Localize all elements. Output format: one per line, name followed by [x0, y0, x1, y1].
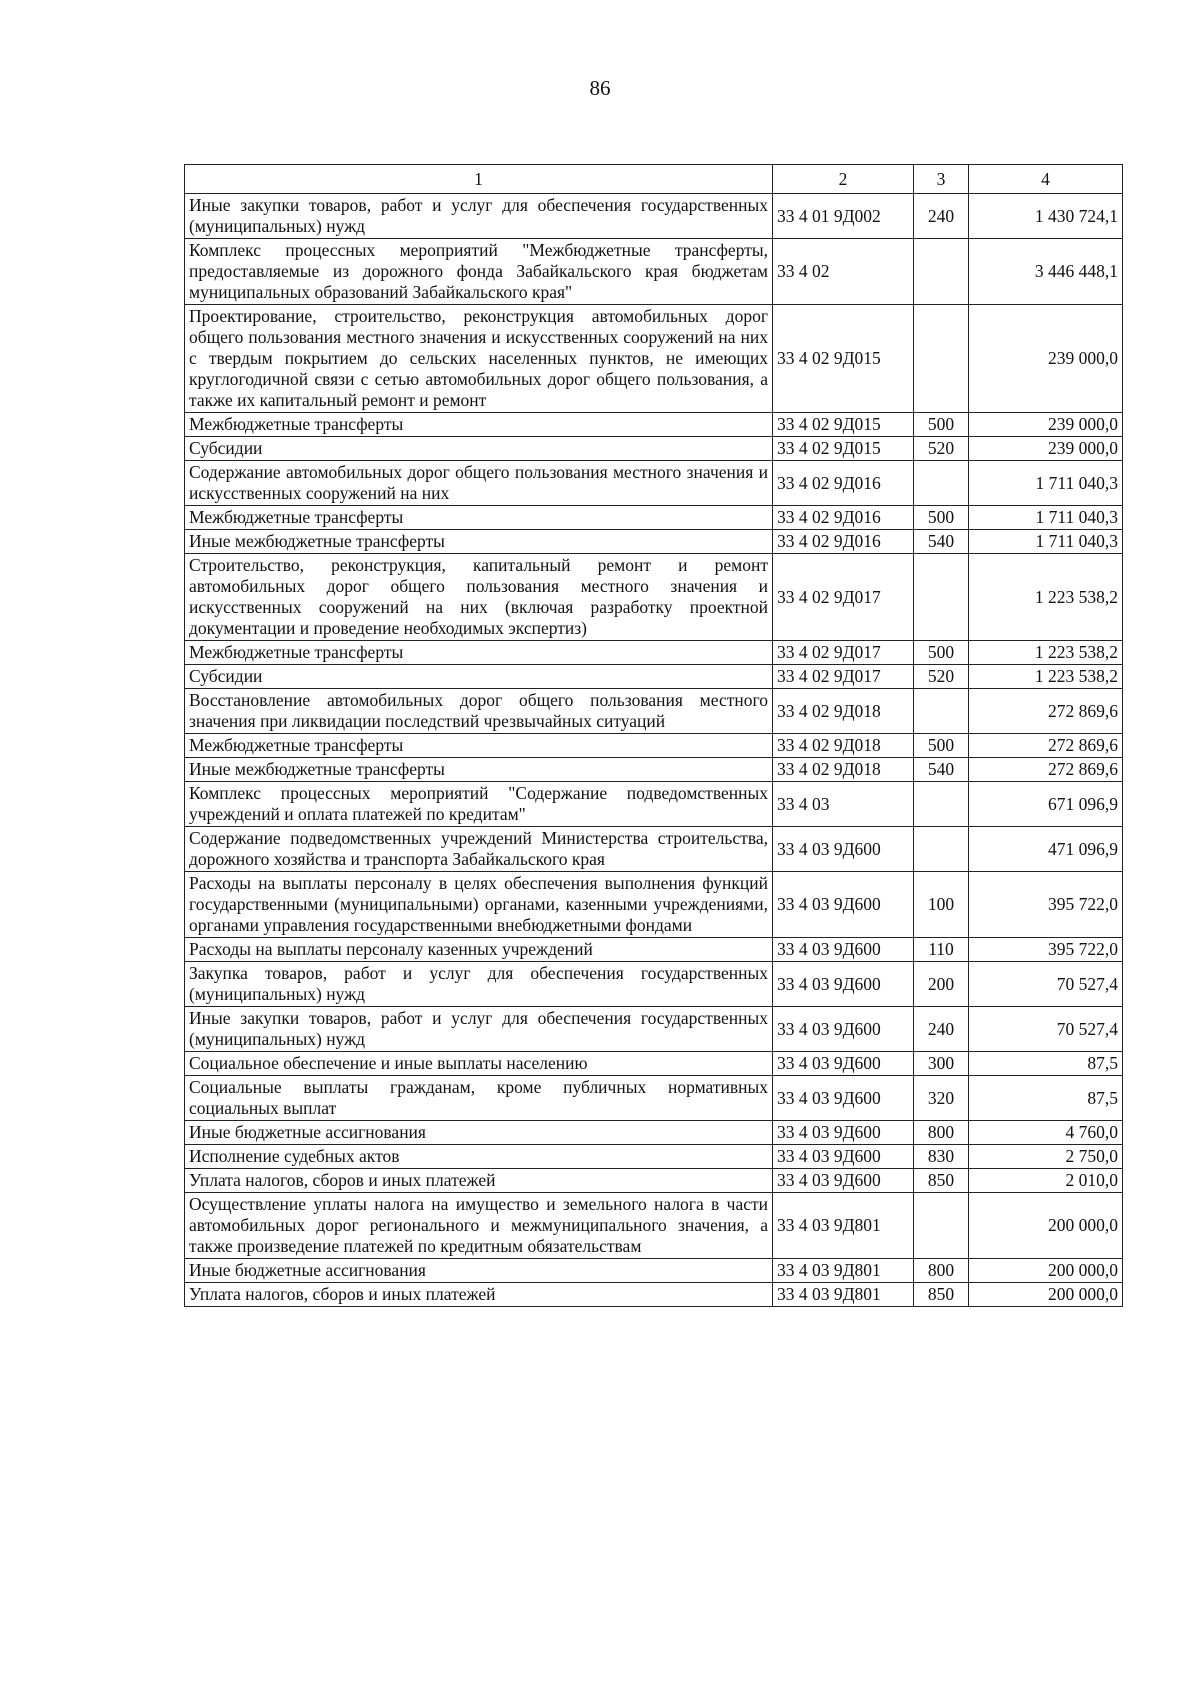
row-name-cell: Содержание подведомственных учреждений Министерства строительства, дорожного хозяйства и транспорта Забайкальского края [185, 827, 773, 872]
row-sum-cell: 87,5 [969, 1076, 1123, 1121]
row-kvr-cell: 540 [914, 530, 969, 554]
row-code-cell: 33 4 03 [773, 782, 914, 827]
row-name-cell: Расходы на выплаты персоналу казенных учреждений [185, 938, 773, 962]
row-sum-cell: 200 000,0 [969, 1193, 1123, 1259]
row-code-cell: 33 4 02 9Д015 [773, 413, 914, 437]
row-sum-cell: 70 527,4 [969, 1007, 1123, 1052]
table-row [185, 1007, 1123, 1052]
row-name-cell: Расходы на выплаты персоналу в целях обеспечения выполнения функций государственными (муниципальными) органами, казенными учреждениями, органами управления государственными внебюджетными фондами [185, 872, 773, 938]
table-row [185, 689, 1123, 734]
row-sum-cell: 272 869,6 [969, 758, 1123, 782]
row-sum-cell: 1 223 538,2 [969, 554, 1123, 641]
row-sum-cell: 3 446 448,1 [969, 239, 1123, 305]
row-code-cell: 33 4 02 9Д016 [773, 506, 914, 530]
row-code-cell: 33 4 03 9Д600 [773, 1145, 914, 1169]
row-code-cell: 33 4 03 9Д600 [773, 827, 914, 872]
table-row [185, 1193, 1123, 1259]
row-name-cell: Содержание автомобильных дорог общего пользования местного значения и искусственных сооружений на них [185, 461, 773, 506]
row-kvr-cell: 540 [914, 758, 969, 782]
row-name-cell: Иные межбюджетные трансферты [185, 758, 773, 782]
table-row [185, 827, 1123, 872]
row-kvr-cell: 240 [914, 194, 969, 239]
row-kvr-cell: 500 [914, 734, 969, 758]
row-kvr-cell: 320 [914, 1076, 969, 1121]
row-sum-cell: 272 869,6 [969, 734, 1123, 758]
table-row [185, 665, 1123, 689]
row-kvr-cell: 830 [914, 1145, 969, 1169]
row-kvr-cell [914, 689, 969, 734]
row-name-cell: Межбюджетные трансферты [185, 734, 773, 758]
column-header-kvr: 3 [914, 165, 969, 194]
row-kvr-cell [914, 305, 969, 413]
row-code-cell: 33 4 03 9Д600 [773, 1052, 914, 1076]
row-sum-cell: 2 750,0 [969, 1145, 1123, 1169]
row-code-cell: 33 4 03 9Д600 [773, 962, 914, 1007]
row-sum-cell: 1 711 040,3 [969, 506, 1123, 530]
budget-table [184, 164, 1123, 1307]
row-name-cell: Осуществление уплаты налога на имущество и земельного налога в части автомобильных дорог регионального и межмуниципального значения, а также произведение платежей по кредитным обязательствам [185, 1193, 773, 1259]
table-row [185, 1169, 1123, 1193]
table-row [185, 305, 1123, 413]
row-kvr-cell: 850 [914, 1169, 969, 1193]
row-sum-cell: 1 223 538,2 [969, 641, 1123, 665]
row-name-cell: Межбюджетные трансферты [185, 413, 773, 437]
row-name-cell: Закупка товаров, работ и услуг для обеспечения государственных (муниципальных) нужд [185, 962, 773, 1007]
row-code-cell: 33 4 03 9Д600 [773, 872, 914, 938]
row-sum-cell: 4 760,0 [969, 1121, 1123, 1145]
row-kvr-cell: 850 [914, 1283, 969, 1307]
table-row [185, 962, 1123, 1007]
table-row [185, 413, 1123, 437]
row-code-cell: 33 4 02 9Д016 [773, 461, 914, 506]
table-row [185, 554, 1123, 641]
table-row [185, 437, 1123, 461]
table-row [185, 1145, 1123, 1169]
table-row [185, 1052, 1123, 1076]
row-kvr-cell [914, 827, 969, 872]
table-row [185, 1259, 1123, 1283]
row-kvr-cell [914, 554, 969, 641]
row-code-cell: 33 4 03 9Д600 [773, 1007, 914, 1052]
table-header-row [185, 165, 1123, 194]
row-code-cell: 33 4 01 9Д002 [773, 194, 914, 239]
row-name-cell: Социальное обеспечение и иные выплаты населению [185, 1052, 773, 1076]
row-name-cell: Комплекс процессных мероприятий "Межбюджетные трансферты, предоставляемые из дорожного фонда Забайкальского края бюджетам муниципальных образований Забайкальского края" [185, 239, 773, 305]
row-name-cell: Межбюджетные трансферты [185, 641, 773, 665]
row-code-cell: 33 4 03 9Д600 [773, 1076, 914, 1121]
row-name-cell: Иные закупки товаров, работ и услуг для обеспечения государственных (муниципальных) нужд [185, 1007, 773, 1052]
row-sum-cell: 395 722,0 [969, 872, 1123, 938]
row-name-cell: Восстановление автомобильных дорог общего пользования местного значения при ликвидации последствий чрезвычайных ситуаций [185, 689, 773, 734]
row-code-cell: 33 4 03 9Д600 [773, 938, 914, 962]
row-code-cell: 33 4 03 9Д801 [773, 1283, 914, 1307]
row-code-cell: 33 4 02 9Д017 [773, 665, 914, 689]
row-code-cell: 33 4 02 9Д018 [773, 758, 914, 782]
row-name-cell: Межбюджетные трансферты [185, 506, 773, 530]
row-kvr-cell: 110 [914, 938, 969, 962]
table-row [185, 938, 1123, 962]
row-name-cell: Исполнение судебных актов [185, 1145, 773, 1169]
table-row [185, 1076, 1123, 1121]
row-sum-cell: 87,5 [969, 1052, 1123, 1076]
column-header-name: 1 [185, 165, 773, 194]
row-name-cell: Социальные выплаты гражданам, кроме публичных нормативных социальных выплат [185, 1076, 773, 1121]
row-sum-cell: 200 000,0 [969, 1283, 1123, 1307]
row-kvr-cell: 520 [914, 665, 969, 689]
row-code-cell: 33 4 03 9Д600 [773, 1169, 914, 1193]
row-name-cell: Иные бюджетные ассигнования [185, 1259, 773, 1283]
row-code-cell: 33 4 02 9Д015 [773, 437, 914, 461]
row-kvr-cell: 300 [914, 1052, 969, 1076]
row-kvr-cell: 520 [914, 437, 969, 461]
row-name-cell: Уплата налогов, сборов и иных платежей [185, 1283, 773, 1307]
table-row [185, 1283, 1123, 1307]
row-sum-cell: 239 000,0 [969, 437, 1123, 461]
row-sum-cell: 272 869,6 [969, 689, 1123, 734]
row-code-cell: 33 4 03 9Д801 [773, 1193, 914, 1259]
table-row [185, 734, 1123, 758]
row-sum-cell: 2 010,0 [969, 1169, 1123, 1193]
row-sum-cell: 1 711 040,3 [969, 461, 1123, 506]
budget-table-body [185, 165, 1123, 1307]
row-sum-cell: 471 096,9 [969, 827, 1123, 872]
row-kvr-cell [914, 461, 969, 506]
row-name-cell: Субсидии [185, 665, 773, 689]
row-code-cell: 33 4 03 9Д600 [773, 1121, 914, 1145]
table-row [185, 506, 1123, 530]
row-sum-cell: 239 000,0 [969, 305, 1123, 413]
row-kvr-cell: 100 [914, 872, 969, 938]
table-row [185, 641, 1123, 665]
row-name-cell: Строительство, реконструкция, капитальный ремонт и ремонт автомобильных дорог общего пользования местного значения и искусственных сооружений на них (включая разработку проектной документации и проведение необходимых экспертиз) [185, 554, 773, 641]
table-row [185, 872, 1123, 938]
row-kvr-cell: 200 [914, 962, 969, 1007]
row-name-cell: Иные закупки товаров, работ и услуг для обеспечения государственных (муниципальных) нужд [185, 194, 773, 239]
table-row [185, 530, 1123, 554]
table-row [185, 1121, 1123, 1145]
column-header-code: 2 [773, 165, 914, 194]
row-sum-cell: 70 527,4 [969, 962, 1123, 1007]
row-name-cell: Уплата налогов, сборов и иных платежей [185, 1169, 773, 1193]
row-code-cell: 33 4 02 9Д018 [773, 734, 914, 758]
row-kvr-cell: 500 [914, 413, 969, 437]
row-code-cell: 33 4 02 [773, 239, 914, 305]
table-row [185, 758, 1123, 782]
row-code-cell: 33 4 02 9Д016 [773, 530, 914, 554]
row-code-cell: 33 4 02 9Д018 [773, 689, 914, 734]
row-code-cell: 33 4 02 9Д017 [773, 641, 914, 665]
row-code-cell: 33 4 02 9Д015 [773, 305, 914, 413]
row-kvr-cell: 500 [914, 641, 969, 665]
row-kvr-cell [914, 1193, 969, 1259]
row-sum-cell: 200 000,0 [969, 1259, 1123, 1283]
row-code-cell: 33 4 03 9Д801 [773, 1259, 914, 1283]
row-sum-cell: 1 223 538,2 [969, 665, 1123, 689]
row-kvr-cell: 800 [914, 1259, 969, 1283]
row-kvr-cell [914, 782, 969, 827]
row-name-cell: Иные межбюджетные трансферты [185, 530, 773, 554]
table-row [185, 461, 1123, 506]
table-row [185, 782, 1123, 827]
row-name-cell: Субсидии [185, 437, 773, 461]
row-sum-cell: 239 000,0 [969, 413, 1123, 437]
row-name-cell: Комплекс процессных мероприятий "Содержание подведомственных учреждений и оплата платежей по кредитам" [185, 782, 773, 827]
row-code-cell: 33 4 02 9Д017 [773, 554, 914, 641]
row-name-cell: Проектирование, строительство, реконструкция автомобильных дорог общего пользования местного значения и искусственных сооружений на них с твердым покрытием до сельских населенных пунктов, не имеющих круглогодичной связи с сетью автомобильных дорог общего пользования, а также их капитальный ремонт и ремонт [185, 305, 773, 413]
row-sum-cell: 395 722,0 [969, 938, 1123, 962]
table-row [185, 239, 1123, 305]
row-name-cell: Иные бюджетные ассигнования [185, 1121, 773, 1145]
row-kvr-cell: 500 [914, 506, 969, 530]
row-sum-cell: 1 711 040,3 [969, 530, 1123, 554]
table-row [185, 194, 1123, 239]
page-number: 86 [589, 76, 611, 100]
column-header-sum: 4 [969, 165, 1123, 194]
row-sum-cell: 1 430 724,1 [969, 194, 1123, 239]
row-sum-cell: 671 096,9 [969, 782, 1123, 827]
row-kvr-cell: 800 [914, 1121, 969, 1145]
row-kvr-cell: 240 [914, 1007, 969, 1052]
row-kvr-cell [914, 239, 969, 305]
